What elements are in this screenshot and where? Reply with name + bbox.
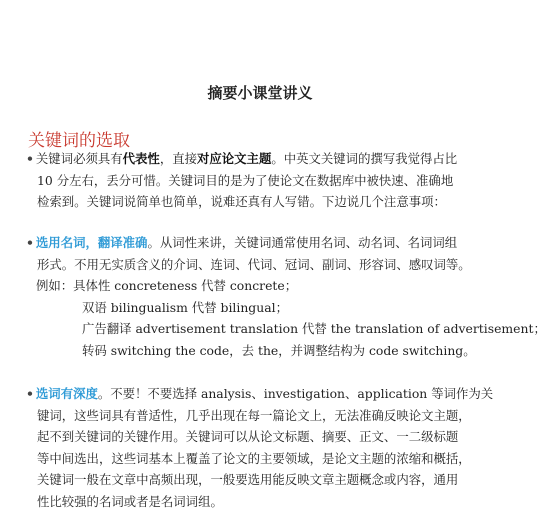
section-heading: 关键词的选取	[28, 131, 130, 151]
example-line: 例如：具体性 concreteness 代替 concrete；	[36, 278, 298, 293]
text-line: 检索到。关键词说简单也简单，说难还真有人写错。下边说几个注意事项：	[37, 194, 446, 209]
text-line: 等中间选出，这些词基本上覆盖了论文的主要领域，是论文主题的浓缩和概括，	[37, 450, 471, 466]
emphasis-text: 代表性	[122, 151, 160, 166]
bullet-icon: •	[26, 151, 34, 166]
bullet-icon: •	[26, 235, 34, 250]
text-line: 键词，这些词具有普适性，几乎出现在每一篇论文上，无法准确反映论文主题，	[37, 407, 471, 423]
example-line: 转码 switching the code，去 the，并调整结构为 code switching。	[82, 342, 476, 358]
text-line: • 选词有深度。不要！不要选择 analysis、investigation、application 等词作为关	[26, 386, 494, 401]
highlight-text: 选用名词，翻译准确	[35, 235, 148, 250]
text-line: 起不到关键词的关键作用。关键词可以从论文标题、摘要、正文、一二级标题	[37, 429, 459, 444]
text-line: 性比较强的名词或者是名词词组。	[37, 493, 223, 509]
emphasis-text: 对应论文主题	[197, 151, 272, 166]
text-line: • 关键词必须具有代表性，直接对应论文主题。中英文关键词的撰写我觉得占比	[26, 151, 458, 166]
text-line: 关键词一般在文章中高频出现，一般要选用能反映文章主题概念或内容，通用	[37, 472, 459, 487]
text-line: • 选用名词，翻译准确。从词性来讲，关键词通常使用名词、动名词、名词词组	[26, 235, 458, 250]
page-title: 摘要小课堂讲义	[207, 84, 313, 102]
bullet-icon: •	[26, 386, 34, 401]
paragraph-choose-depth	[26, 383, 496, 512]
highlight-text: 选词有深度	[35, 386, 98, 401]
paragraph-keyword-requirement	[26, 148, 496, 213]
example-line: 广告翻译 advertisement translation 代替 the translation of advertisement；	[82, 321, 546, 336]
text-line: 10 分左右，丢分可惜。关键词目的是为了使论文在数据库中被快速、准确地	[37, 172, 454, 188]
paragraph-use-nouns	[26, 232, 546, 361]
example-line: 双语 bilingualism 代替 bilingual；	[82, 299, 288, 315]
text-line: 形式。不用无实质含义的介词、连词、代词、冠词、副词、形容词、感叹词等。	[37, 256, 471, 272]
